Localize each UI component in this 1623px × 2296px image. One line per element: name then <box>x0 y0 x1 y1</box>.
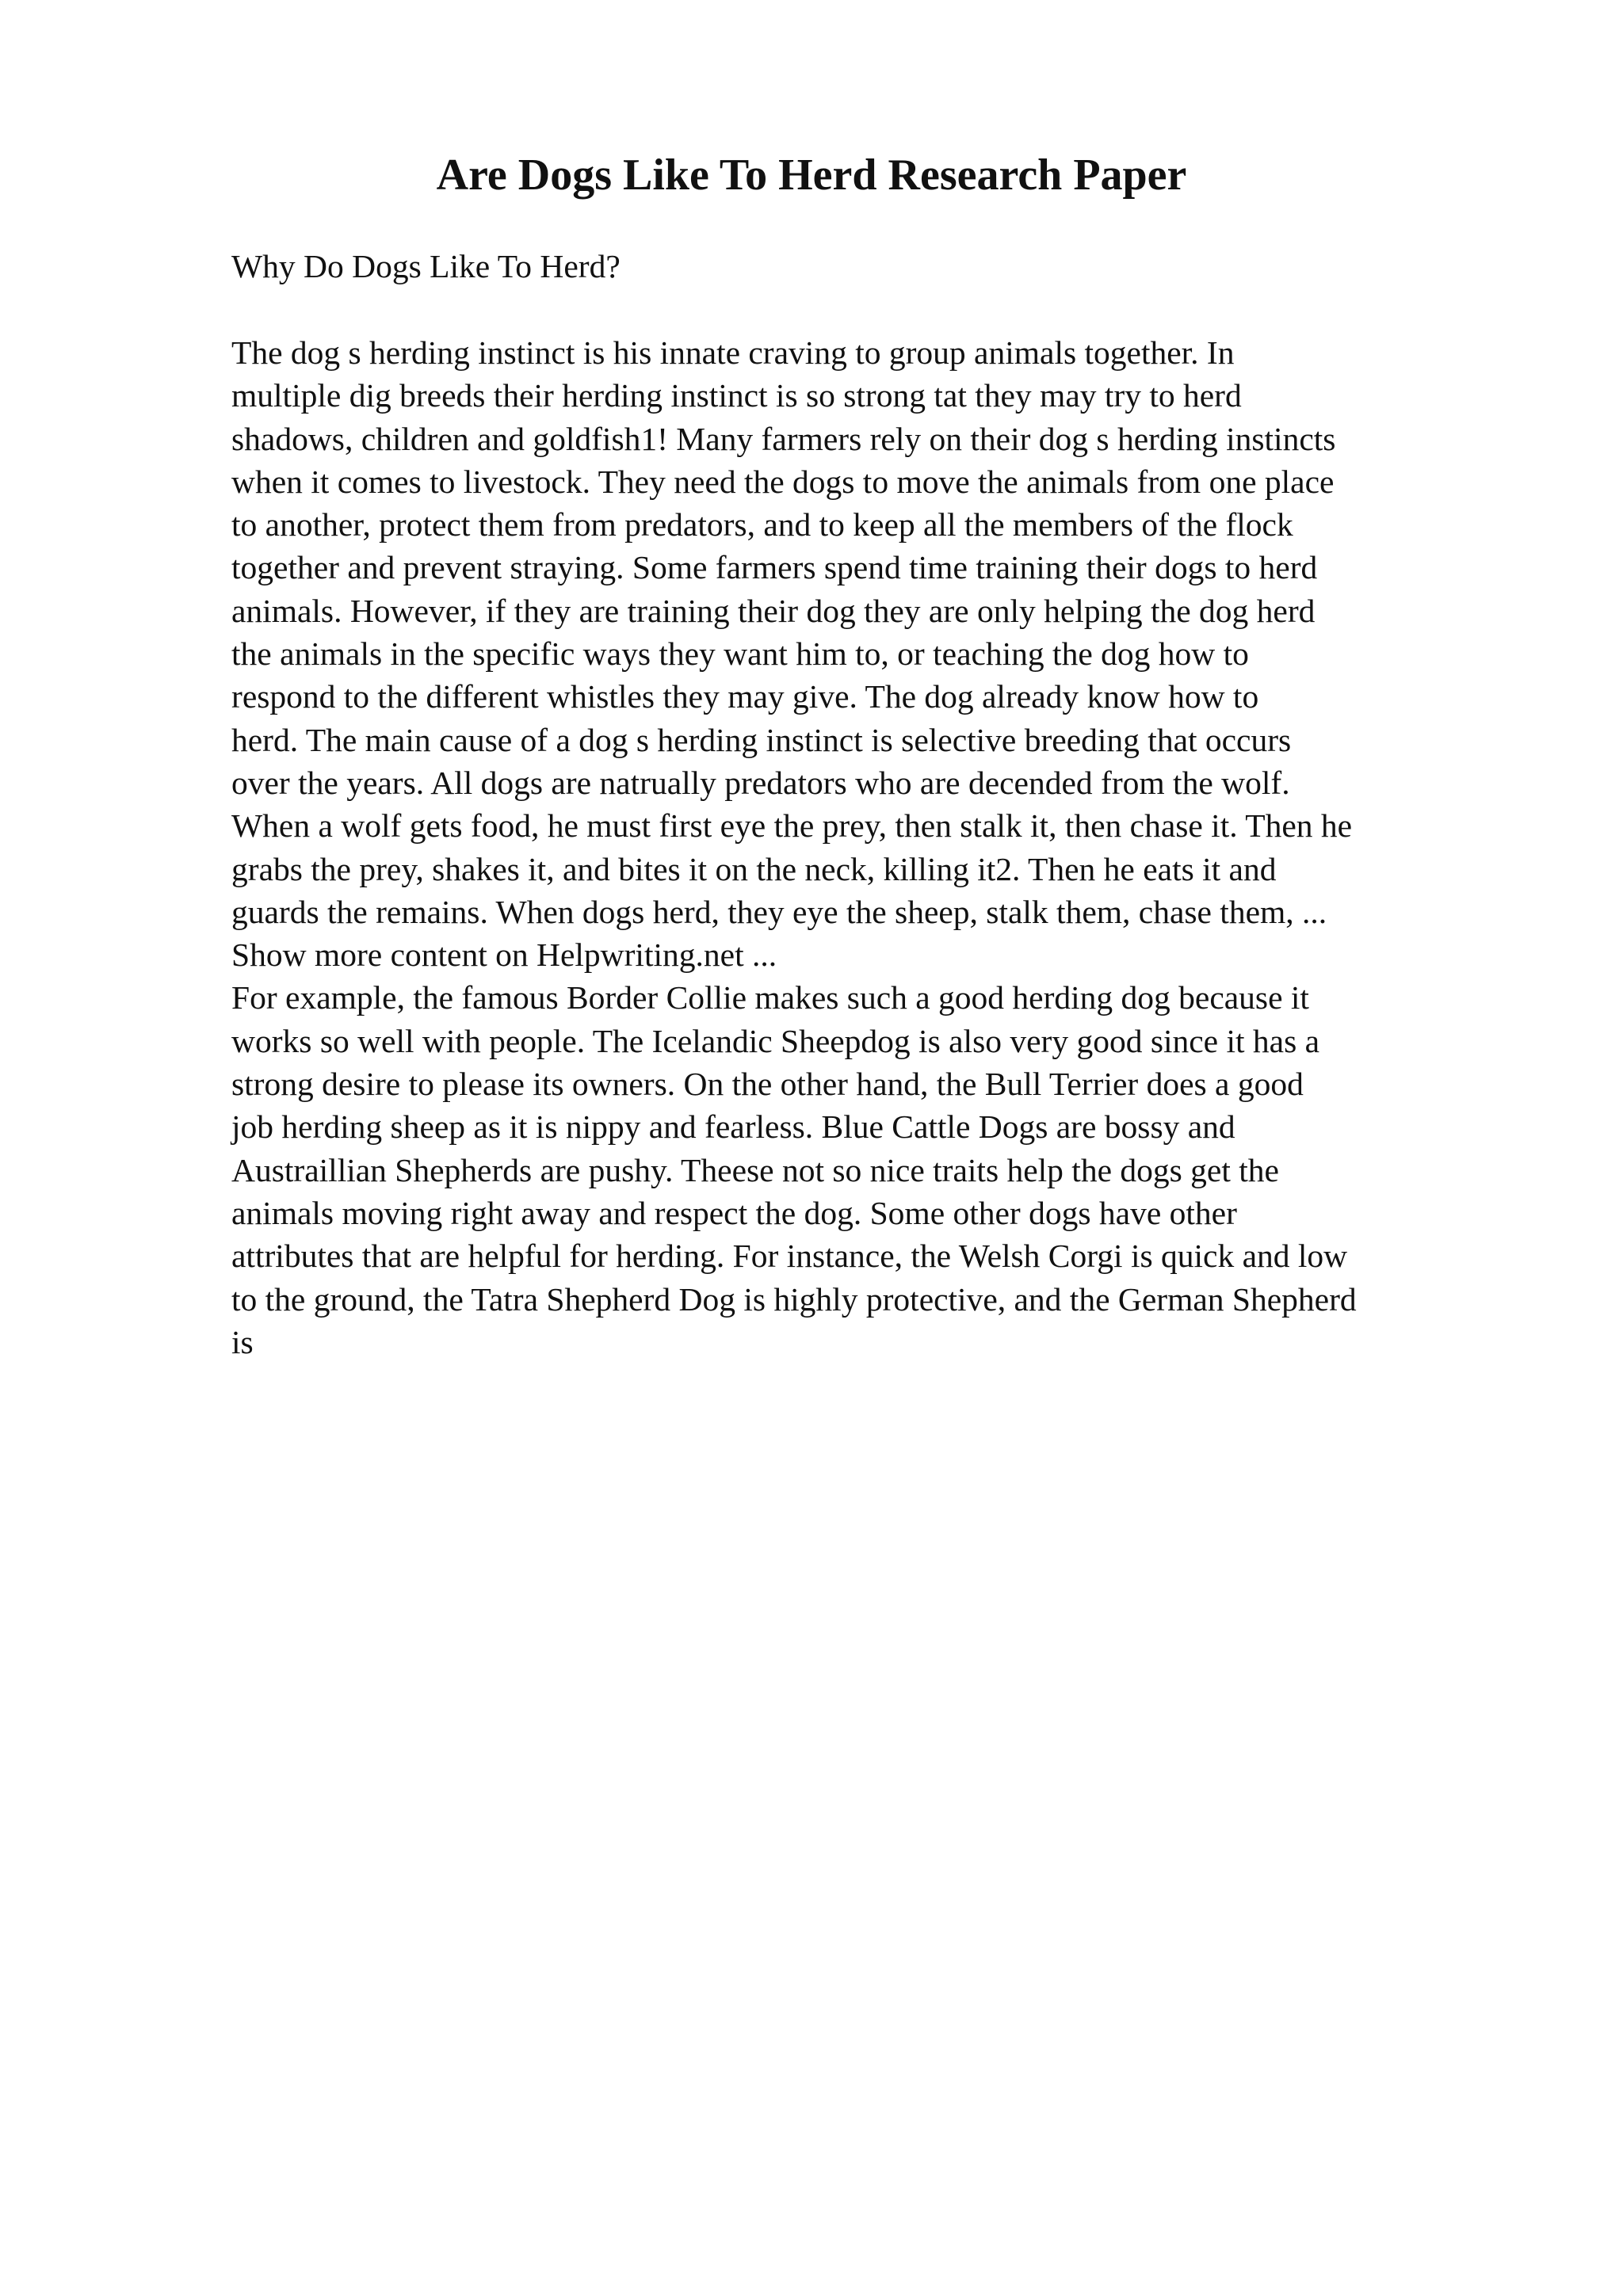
body-line: grabs the prey, shakes it, and bites it on the neck, killing it2. Then he eats it and <box>231 850 1277 887</box>
body-line: together and prevent straying. Some farmers spend time training their dogs to herd <box>231 549 1318 586</box>
body-line: attributes that are helpful for herding. For instance, the Welsh Corgi is quick and low <box>231 1238 1348 1275</box>
body-line: Austraillian Shepherds are pushy. Theese not so nice traits help the dogs get the <box>231 1151 1279 1188</box>
body-line: to the ground, the Tatra Shepherd Dog is highly protective, and the German Shepherd <box>231 1280 1357 1318</box>
body-line: When a wolf gets food, he must first eye the prey, then stalk it, then chase it. Then he <box>231 807 1353 845</box>
body-line: the animals in the specific ways they want him to, or teaching the dog how to <box>231 635 1249 673</box>
body-line: when it comes to livestock. They need the dogs to move the animals from one place <box>231 463 1335 500</box>
body-line: multiple dig breeds their herding instinct is so strong tat they may try to herd <box>231 377 1242 414</box>
body-line: animals. However, if they are training their dog they are only helping the dog herd <box>231 592 1316 629</box>
body-line: For example, the famous Border Collie makes such a good herding dog because it <box>231 979 1309 1016</box>
body-line: strong desire to please its owners. On the other hand, the Bull Terrier does a good <box>231 1066 1304 1103</box>
body-line: job herding sheep as it is nippy and fearless. Blue Cattle Dogs are bossy and <box>231 1108 1235 1146</box>
body-line: respond to the different whistles they may give. The dog already know how to <box>231 678 1259 715</box>
subtitle: Why Do Dogs Like To Herd? <box>231 248 621 284</box>
page-title: Are Dogs Like To Herd Research Paper <box>436 151 1187 200</box>
body-line: is <box>231 1323 254 1360</box>
body-line: works so well with people. The Icelandic Sheepdog is also very good since it has a <box>231 1022 1320 1059</box>
body-line: guards the remains. When dogs herd, they eye the sheep, stalk them, chase them, ... <box>231 893 1327 930</box>
body-line: herd. The main cause of a dog s herding instinct is selective breeding that occurs <box>231 721 1292 758</box>
body-line: over the years. All dogs are natrually predators who are decended from the wolf. <box>231 764 1290 801</box>
body-line: shadows, children and goldfish1! Many farmers rely on their dog s herding instincts <box>231 420 1336 457</box>
body-line: The dog s herding instinct is his innate craving to group animals together. In <box>231 334 1235 371</box>
body-line: animals moving right away and respect the dog. Some other dogs have other <box>231 1194 1237 1231</box>
show-more-link[interactable]: Show more content on Helpwriting.net ... <box>231 936 777 974</box>
body-line: to another, protect them from predators, and to keep all the members of the flock <box>231 506 1293 543</box>
body-text <box>231 331 1531 1363</box>
